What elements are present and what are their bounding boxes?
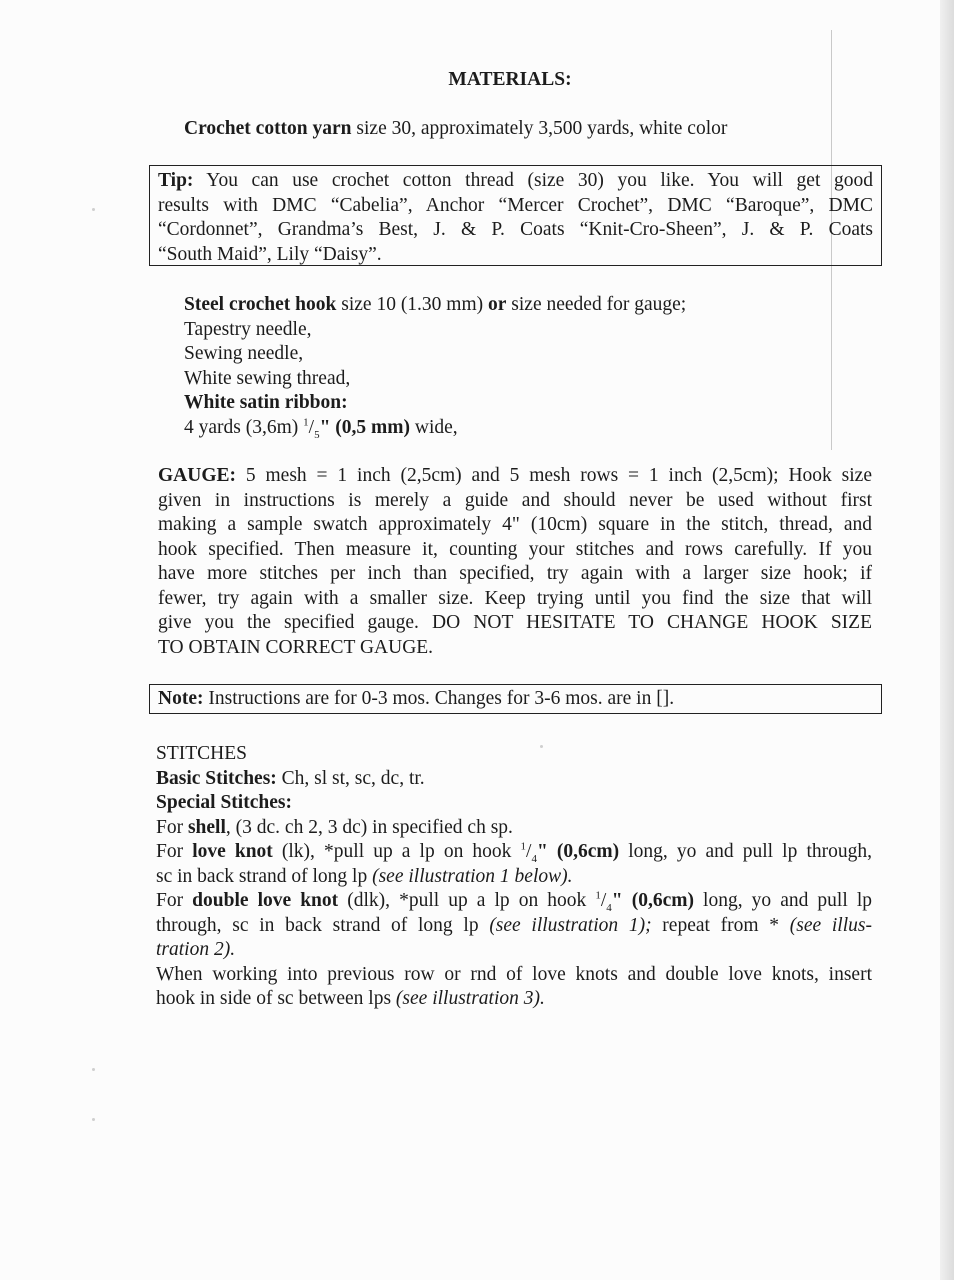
page-edge-shadow: [940, 0, 954, 1280]
scan-speck: [92, 1118, 95, 1121]
note-label: Note:: [158, 688, 204, 709]
gauge-line-4: hook specified. Then measure it, counting your stitches and rows carefully. If you: [158, 538, 872, 560]
gauge-line-3: making a sample swatch approximately 4" (10cm) square in the stitch, thread, and: [158, 514, 872, 535]
sewing-thread: White sewing thread,: [184, 367, 351, 389]
working-note-2: hook in side of sc between lps (see illustration 3).: [156, 988, 545, 1009]
basic-stitches: Basic Stitches: Ch, sl st, sc, dc, tr.: [156, 767, 425, 789]
special-stitches-label: Special Stitches:: [156, 792, 292, 813]
love-knot-definition-1: For love knot (lk), *pull up a lp on hook $^1/_4$" (0,6cm) long, yo and pull lp through,: [156, 840, 872, 865]
gauge-line-8: TO OBTAIN CORRECT GAUGE.: [158, 636, 434, 658]
love-knot-definition-2: sc in back strand of long lp (see illustration 1 below).: [156, 865, 573, 887]
double-love-knot-definition-1: For double love knot (dlk), *pull up a lp on hook $^1/_4$" (0,6cm) long, yo and pull lp: [156, 889, 872, 914]
tip-box: [149, 165, 882, 266]
scan-speck: [92, 208, 95, 211]
hook-line: Steel crochet hook size 10 (1.30 mm) or size needed for gauge;: [184, 294, 687, 315]
note-box: [149, 684, 882, 714]
yarn-line: [184, 117, 727, 142]
scan-speck: [540, 745, 543, 748]
yarn-label: Crochet cotton yarn: [184, 118, 352, 139]
working-note-1: When working into previous row or rnd of love knots and double love knots, insert: [156, 963, 872, 985]
gauge-line-2: given in instructions is merely a guide and should never be used without first: [158, 489, 872, 511]
ribbon-label: White satin ribbon:: [184, 392, 348, 413]
note-text: Note: Instructions are for 0-3 mos. Changes for 3-6 mos. are in [].: [158, 688, 675, 709]
tip-line-4: “South Maid”, Lily “Daisy”.: [158, 243, 382, 265]
tip-line-3: “Cordonnet”, Grandma’s Best, J. & P. Coats “Knit-Cro-Sheen”, J. & P. Coats: [158, 219, 873, 240]
tapestry-needle: Tapestry needle,: [184, 318, 312, 340]
stitches-section: [156, 742, 872, 1012]
tools-list: [184, 293, 686, 440]
gauge-label: GAUGE:: [158, 465, 236, 486]
gauge-line-1: GAUGE: 5 mesh = 1 inch (2,5cm) and 5 mesh rows = 1 inch (2,5cm); Hook size: [158, 465, 872, 486]
double-love-knot-definition-2: through, sc in back strand of long lp (see illustration 1); repeat from * (see illus-: [156, 914, 872, 936]
materials-heading: MATERIALS:: [448, 69, 572, 90]
double-love-knot-definition-3: tration 2).: [156, 939, 236, 960]
yarn-details: size 30, approximately 3,500 yards, white color: [351, 118, 728, 139]
gauge-line-5: have more stitches per inch than specified, try again with a larger size hook; if: [158, 563, 872, 584]
scan-speck: [92, 1068, 95, 1071]
gauge-line-7: give you the specified gauge. DO NOT HESITATE TO CHANGE HOOK SIZE: [158, 612, 872, 633]
shell-definition: For shell, (3 dc. ch 2, 3 dc) in specified ch sp.: [156, 816, 513, 838]
ribbon-size: 4 yards (3,6m) $^1/_5$" (0,5 mm) wide,: [184, 416, 458, 441]
tip-line-1: Tip: You can use crochet cotton thread (size 30) you like. You will get good: [158, 170, 873, 191]
tip-line-2: results with DMC “Cabelia”, Anchor “Mercer Crochet”, DMC “Baroque”, DMC: [158, 194, 873, 216]
tip-label: Tip:: [158, 170, 194, 191]
gauge-line-6: fewer, try again with a smaller size. Keep trying until you find the size that will: [158, 587, 872, 609]
tip-text: [158, 169, 873, 267]
gauge-paragraph: [158, 464, 872, 660]
sewing-needle: Sewing needle,: [184, 343, 304, 364]
stitches-heading: STITCHES: [156, 743, 248, 764]
